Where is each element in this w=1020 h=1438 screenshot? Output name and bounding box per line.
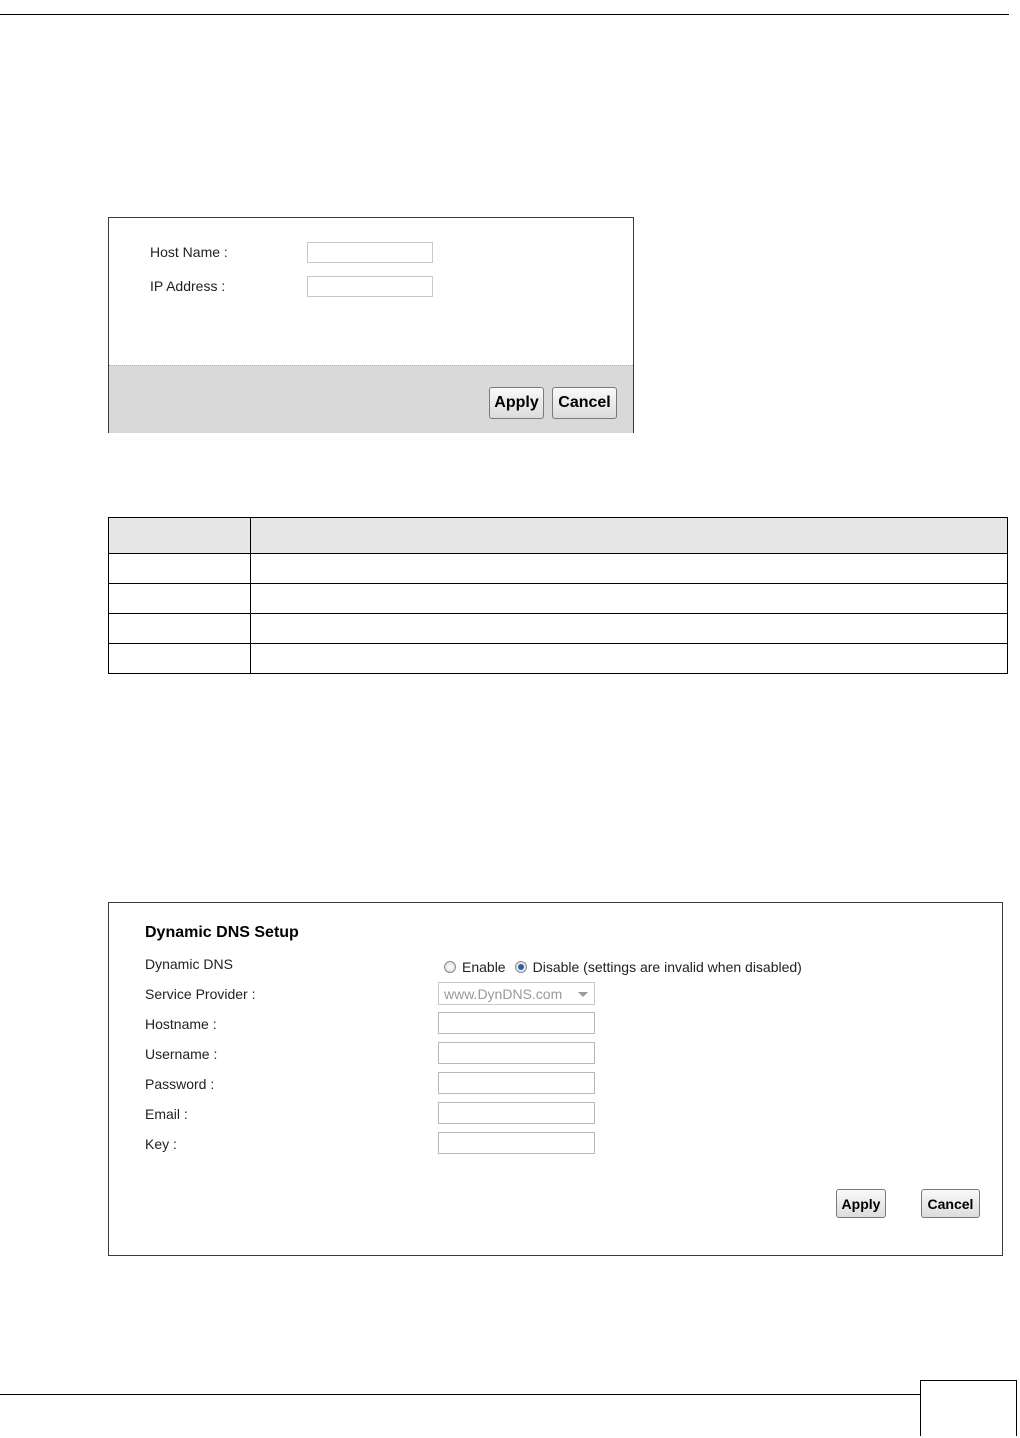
table-header-row bbox=[109, 518, 1008, 554]
table-cell bbox=[251, 644, 1008, 674]
key-label: Key : bbox=[145, 1136, 177, 1152]
service-provider-value: www.DynDNS.com bbox=[444, 986, 563, 1002]
password-input[interactable] bbox=[438, 1072, 595, 1094]
table-cell bbox=[251, 614, 1008, 644]
host-entry-panel bbox=[108, 217, 634, 433]
service-provider-label: Service Provider : bbox=[145, 986, 256, 1002]
email-label: Email : bbox=[145, 1106, 188, 1122]
table-cell bbox=[109, 584, 251, 614]
table-header-cell bbox=[109, 518, 251, 554]
table-header-cell bbox=[251, 518, 1008, 554]
field-description-table bbox=[108, 517, 1008, 674]
panel-title: Dynamic DNS Setup bbox=[145, 924, 299, 941]
button-bar bbox=[109, 365, 633, 433]
email-input[interactable] bbox=[438, 1102, 595, 1124]
username-label: Username : bbox=[145, 1046, 218, 1062]
enable-radio[interactable] bbox=[444, 961, 456, 973]
disable-radio-label: Disable (settings are invalid when disabled) bbox=[532, 959, 802, 975]
ip-address-label: IP Address : bbox=[150, 278, 226, 294]
table-row bbox=[109, 614, 1008, 644]
table-cell bbox=[109, 644, 251, 674]
cancel-button[interactable]: Cancel bbox=[552, 387, 617, 419]
hostname-input[interactable] bbox=[438, 1012, 595, 1034]
apply-button[interactable]: Apply bbox=[489, 387, 544, 419]
table-row bbox=[109, 554, 1008, 584]
dynamic-dns-panel bbox=[108, 902, 1003, 1256]
table-cell bbox=[251, 584, 1008, 614]
footer-rule bbox=[0, 1394, 920, 1395]
key-input[interactable] bbox=[438, 1132, 595, 1154]
table-cell bbox=[251, 554, 1008, 584]
username-input[interactable] bbox=[438, 1042, 595, 1064]
table-cell bbox=[109, 554, 251, 584]
hostname-label: Hostname : bbox=[145, 1016, 217, 1032]
host-name-input[interactable] bbox=[307, 242, 433, 263]
header-rule bbox=[0, 14, 1009, 15]
ip-address-input[interactable] bbox=[307, 276, 433, 297]
cancel-button[interactable]: Cancel bbox=[921, 1189, 980, 1218]
host-name-label: Host Name : bbox=[150, 244, 228, 260]
dynamic-dns-radio-group bbox=[444, 958, 811, 976]
service-provider-select[interactable] bbox=[438, 982, 595, 1005]
apply-button[interactable]: Apply bbox=[836, 1189, 886, 1218]
enable-radio-label: Enable bbox=[462, 959, 506, 975]
disable-radio[interactable] bbox=[515, 961, 527, 973]
password-label: Password : bbox=[145, 1076, 215, 1092]
page-number-box bbox=[920, 1380, 1017, 1436]
dynamic-dns-label: Dynamic DNS bbox=[145, 956, 233, 972]
table-row bbox=[109, 644, 1008, 674]
chevron-down-icon bbox=[578, 992, 588, 997]
table-row bbox=[109, 584, 1008, 614]
table-cell bbox=[109, 614, 251, 644]
